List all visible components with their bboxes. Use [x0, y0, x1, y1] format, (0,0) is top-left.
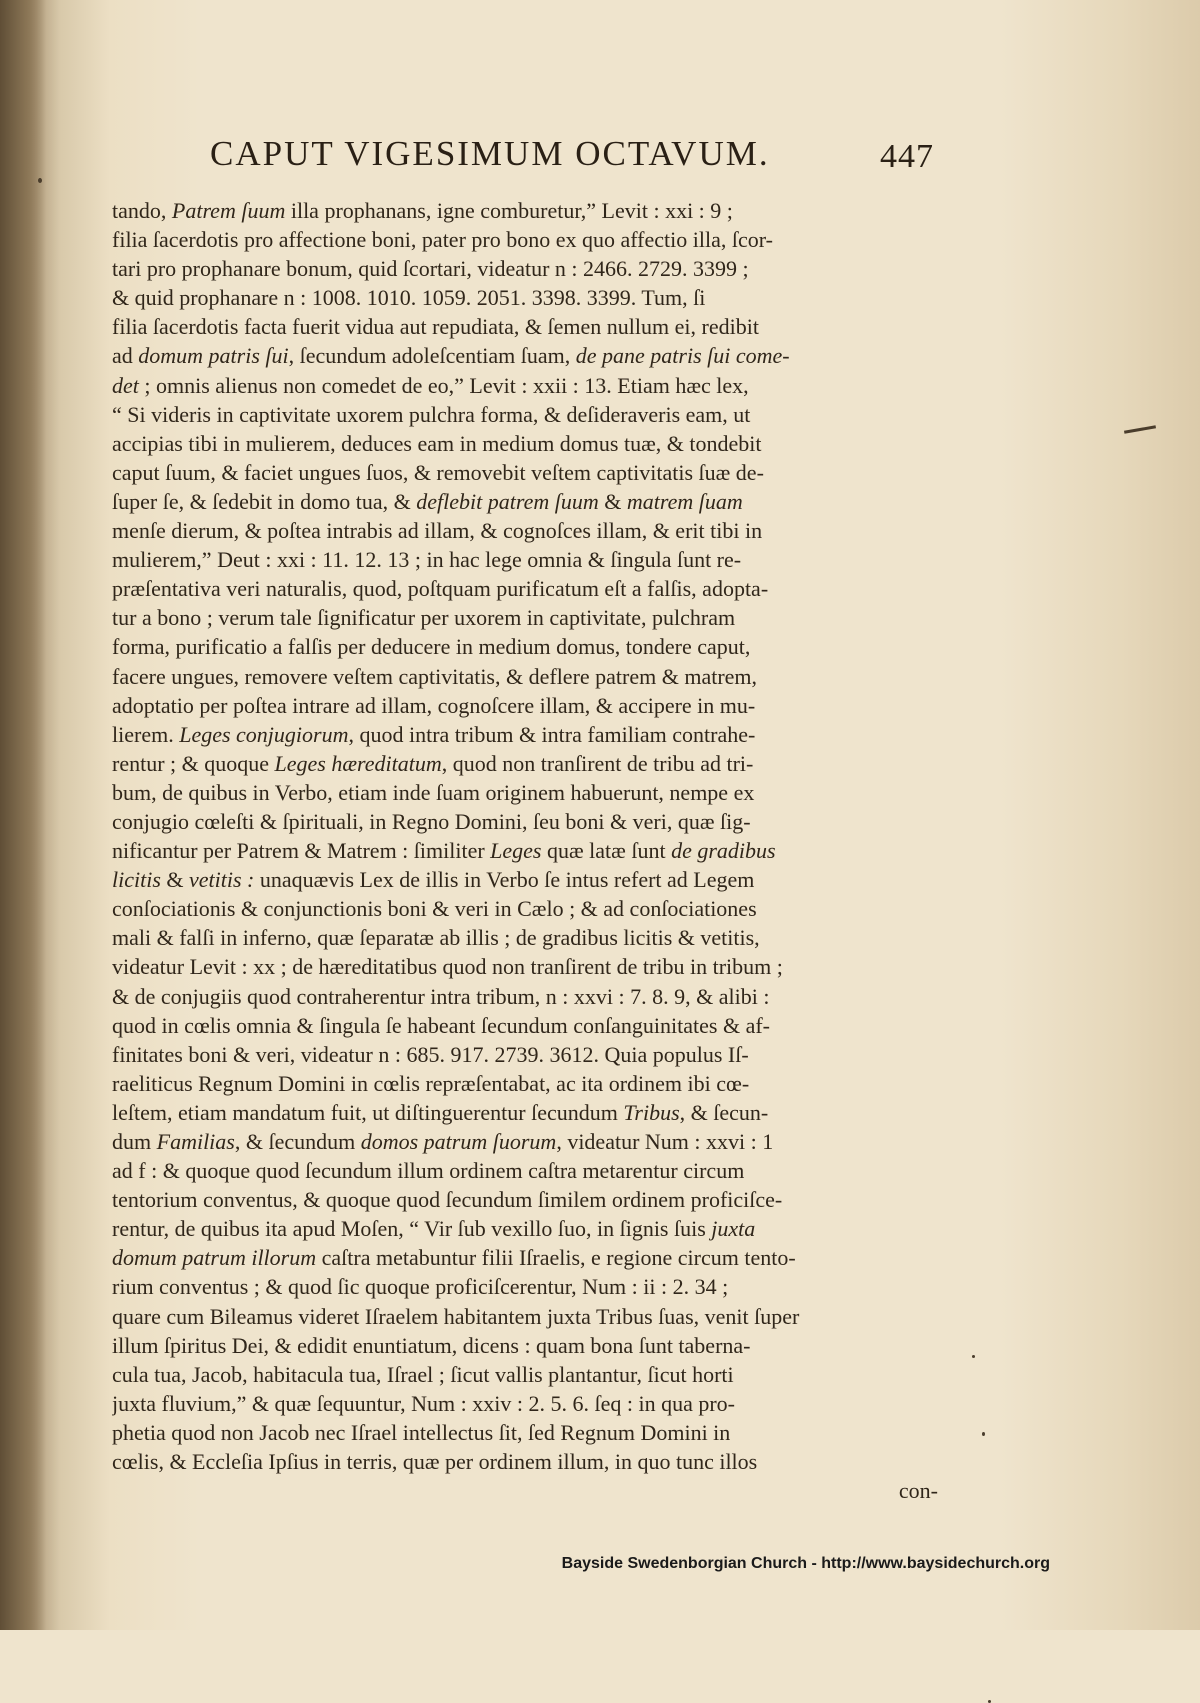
margin-mark [1124, 425, 1156, 434]
text-line: juxta fluvium,” & quæ ſequuntur, Num : xxiv : 2. 5. 6. ſeq : in qua pro- [112, 1390, 735, 1416]
text-line: mali & falſi in inferno, quæ ſeparatæ ab illis ; de gradibus licitis & vetitis, [112, 925, 760, 951]
text-line: licitis & vetitis : unaquævis Lex de illis in Verbo ſe intus refert ad Legem [112, 867, 755, 893]
text-line: cula tua, Jacob, habitacula tua, Iſrael ; ſicut vallis plantantur, ſicut horti [112, 1361, 734, 1387]
running-head: CAPUT VIGESIMUM OCTAVUM. [210, 134, 770, 173]
text-line: facere ungues, removere veſtem captivitatis, & deflere patrem & matrem, [112, 663, 758, 689]
text-line: cœlis, & Eccleſia Ipſius in terris, quæ per ordinem illum, in quo tunc illos [112, 1449, 758, 1475]
text-line: bum, de quibus in Verbo, etiam inde ſuam originem habuerunt, nempe ex [112, 779, 755, 805]
text-line: rium conventus ; & quod ſic quoque proficiſcerentur, Num : ii : 2. 34 ; [112, 1274, 729, 1300]
page-header [210, 134, 950, 188]
text-line: caput ſuum, & faciet ungues ſuos, & removebit veſtem captivitatis ſuæ de- [112, 459, 764, 485]
text-line: domum patrum illorum caſtra metabuntur filii Iſraelis, e regione circum tento- [112, 1245, 796, 1271]
latin-body-text [112, 196, 944, 1505]
text-line: & quid prophanare n : 1008. 1010. 1059. 2051. 3398. 3399. Tum, ſi [112, 285, 706, 311]
text-line: phetia quod non Jacob nec Iſrael intellectus ſit, ſed Regnum Domini in [112, 1419, 731, 1445]
text-line: menſe dierum, & poſtea intrabis ad illam, & cognoſces illam, & erit tibi in [112, 518, 763, 544]
text-line: det ; omnis alienus non comedet de eo,” Levit : xxii : 13. Etiam hæc lex, [112, 372, 749, 398]
text-line: tur a bono ; verum tale ſignificatur per uxorem in captivitate, pulchram [112, 605, 736, 631]
paper-speck [38, 178, 42, 183]
text-line: tari pro prophanare bonum, quid ſcortari, videatur n : 2466. 2729. 3399 ; [112, 256, 749, 282]
text-line: lierem. Leges conjugiorum, quod intra tribum & intra familiam contrahe- [112, 721, 756, 747]
text-line: quare cum Bileamus videret Iſraelem habitantem juxta Tribus ſuas, venit ſuper [112, 1303, 800, 1329]
text-line: filia ſacerdotis facta fuerit vidua aut repudiata, & ſemen nullum ei, redibit [112, 314, 759, 340]
text-line: ſuper ſe, & ſedebit in domo tua, & deflebit patrem ſuum & matrem ſuam [112, 488, 743, 514]
text-line: “ Si videris in captivitate uxorem pulchra forma, & deſideraveris eam, ut [112, 401, 751, 427]
text-line: conſociationis & conjunctionis boni & veri in Cælo ; & ad conſociationes [112, 896, 757, 922]
text-line: tando, Patrem ſuum illa prophanans, igne comburetur,” Levit : xxi : 9 ; [112, 198, 733, 223]
text-line: rentur ; & quoque Leges hæreditatum, quod non tranſirent de tribu ad tri- [112, 750, 754, 776]
catchword: con- [898, 1478, 938, 1504]
text-line: illum ſpiritus Dei, & edidit enuntiatum, dicens : quam bona ſunt taberna- [112, 1332, 751, 1358]
text-line: ad domum patris ſui, ſecundum adoleſcentiam ſuam, de pane patris ſui come- [112, 343, 790, 369]
text-line: videatur Levit : xx ; de hæreditatibus quod non tranſirent de tribu in tribum ; [112, 954, 783, 980]
text-line: accipias tibi in mulierem, deduces eam in medium domus tuæ, & tondebit [112, 430, 762, 456]
text-line: conjugio cœleſti & ſpirituali, in Regno Domini, ſeu boni & veri, quæ ſig- [112, 808, 751, 834]
paper-speck [972, 1355, 975, 1358]
page-number: 447 [880, 138, 934, 175]
text-line: finitates boni & veri, videatur n : 685. 917. 2739. 3612. Quia populus Iſ- [112, 1041, 749, 1067]
text-line: & de conjugiis quod contraherentur intra tribum, n : xxvi : 7. 8. 9, & alibi : [112, 983, 770, 1009]
text-line: tentorium conventus, & quoque quod ſecundum ſimilem ordinem proficiſce- [112, 1187, 783, 1213]
text-line: forma, purificatio a falſis per deducere in medium domus, tondere caput, [112, 634, 751, 660]
text-line: quod in cœlis omnia & ſingula ſe habeant ſecundum conſanguinitates & af- [112, 1012, 771, 1038]
text-line: præſentativa veri naturalis, quod, poſtquam purificatum eſt a falſis, adopta- [112, 576, 769, 602]
text-line: mulierem,” Deut : xxi : 11. 12. 13 ; in hac lege omnia & ſingula ſunt re- [112, 547, 742, 573]
text-line: nificantur per Patrem & Matrem : ſimiliter Leges quæ latæ ſunt de gradibus [112, 838, 776, 864]
text-line: dum Familias, & ſecundum domos patrum ſuorum, videatur Num : xxvi : 1 [112, 1129, 774, 1154]
text-line: leſtem, etiam mandatum fuit, ut diſtinguerentur ſecundum Tribus, & ſecun- [112, 1099, 769, 1125]
book-gutter-shadow [0, 0, 46, 1630]
text-line: raeliticus Regnum Domini in cœlis repræſentabat, ac ita ordinem ibi cœ- [112, 1070, 750, 1096]
text-line: ad f : & quoque quod ſecundum illum ordinem caſtra metarentur circum [112, 1158, 745, 1184]
text-line: filia ſacerdotis pro affectione boni, pater pro bono ex quo affectio illa, ſcor- [112, 227, 773, 253]
paper-speck [982, 1432, 985, 1436]
text-line: rentur, de quibus ita apud Moſen, “ Vir ſub vexillo ſuo, in ſignis ſuis juxta [112, 1216, 756, 1242]
text-line: adoptatio per poſtea intrare ad illam, cognoſcere illam, & accipere in mu- [112, 692, 756, 718]
footer-credit: Bayside Swedenborgian Church - http://www.baysidechurch.org [561, 1555, 1050, 1572]
